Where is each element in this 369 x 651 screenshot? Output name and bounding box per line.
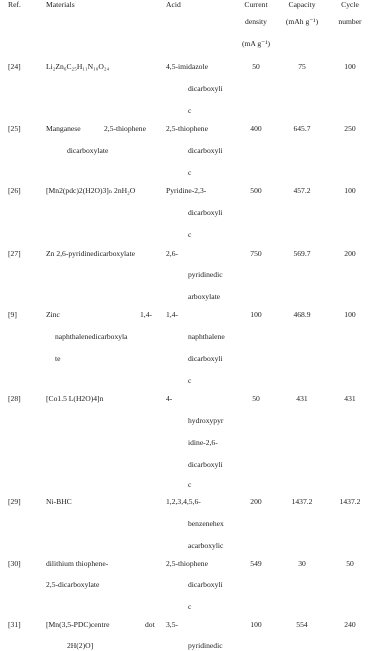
row-ref: [9] <box>8 310 17 319</box>
row-current: 100 <box>250 310 262 319</box>
row-acid: c <box>188 106 192 115</box>
row-cycle: 100 <box>344 310 356 319</box>
row-material: te <box>55 354 61 363</box>
row-ref: [27] <box>8 249 21 258</box>
header-capacity-line2: (mAh g⁻¹) <box>285 17 319 26</box>
row-material: 2H(2)O] <box>67 641 94 650</box>
row-cycle: 250 <box>344 124 356 133</box>
row-acid: benzenehex <box>188 519 224 528</box>
row-cycle: 50 <box>346 559 354 568</box>
row-acid: pyridinedic <box>188 641 223 650</box>
row-material: 2,5-thiophene <box>104 124 146 133</box>
row-ref: [26] <box>8 186 21 195</box>
row-ref: [28] <box>8 394 21 403</box>
row-material: 1,4- <box>140 310 153 319</box>
row-capacity: 75 <box>298 62 306 71</box>
row-acid: dicarboxyli <box>188 208 223 217</box>
row-current: 50 <box>252 62 260 71</box>
row-current: 50 <box>252 394 260 403</box>
header-current-line2: density <box>245 17 267 26</box>
row-material: dilithium thiophene- <box>46 559 109 568</box>
row-material: dicarboxylate <box>67 146 109 155</box>
row-acid: dicarboxyli <box>188 84 223 93</box>
row-acid: 2,6- <box>166 249 179 258</box>
row-acid: 2,5-thiophene <box>166 124 208 133</box>
row-capacity: 431 <box>296 394 308 403</box>
row-cycle: 100 <box>344 62 356 71</box>
row-acid: c <box>188 168 192 177</box>
row-acid: idine-2,6- <box>188 438 218 447</box>
row-capacity: 569.7 <box>293 249 311 258</box>
row-acid: c <box>188 230 192 239</box>
row-capacity: 30 <box>298 559 306 568</box>
row-capacity: 1437.2 <box>291 497 313 506</box>
row-material: naphthalenedicarboxyla <box>55 332 128 341</box>
row-material: [Mn(3,5-PDC)centre <box>46 620 110 629</box>
row-acid: arboxylate <box>188 292 221 301</box>
row-current: 400 <box>250 124 262 133</box>
row-material: dot <box>145 620 155 629</box>
row-material: 2,5-dicarboxylate <box>46 580 100 589</box>
row-current: 750 <box>250 249 262 258</box>
row-material: Li₂Zn₆C₂₅H₁₁N₁₀O₂₄ <box>46 62 110 71</box>
header-materials: Materials <box>46 0 75 9</box>
header-current-line3: (mA g⁻¹) <box>241 39 270 48</box>
row-current: 200 <box>250 497 262 506</box>
row-material: Ni-BHC <box>46 497 72 506</box>
header-current-line1: Current <box>244 0 268 9</box>
row-acid: pyridinedic <box>188 270 223 279</box>
row-ref: [30] <box>8 559 21 568</box>
row-acid: dicarboxyli <box>188 580 223 589</box>
row-acid: c <box>188 602 192 611</box>
row-cycle: 100 <box>344 186 356 195</box>
row-material: Zn 2,6-pyridinedicarboxylate <box>46 249 135 258</box>
row-acid: hydroxypyr <box>188 416 224 425</box>
header-cycle-line2: number <box>338 17 362 26</box>
row-acid: 4,5-imidazole <box>166 62 208 71</box>
row-current: 500 <box>250 186 262 195</box>
row-acid: acarboxylic <box>188 541 224 550</box>
header-ref: Ref. <box>8 0 21 9</box>
row-current: 100 <box>250 620 262 629</box>
header-cycle-line1: Cycle <box>341 0 359 9</box>
row-cycle: 431 <box>344 394 356 403</box>
row-cycle: 1437.2 <box>339 497 361 506</box>
row-acid: 2,5-thiophene <box>166 559 208 568</box>
row-acid: c <box>188 480 192 489</box>
row-ref: [25] <box>8 124 21 133</box>
row-ref: [24] <box>8 62 21 71</box>
row-current: 549 <box>250 559 262 568</box>
row-acid: naphthalene <box>188 332 225 341</box>
row-acid: Pyridine-2,3- <box>166 186 207 195</box>
row-capacity: 645.7 <box>293 124 311 133</box>
row-acid: 1,4- <box>166 310 179 319</box>
header-capacity-line1: Capacity <box>288 0 316 9</box>
row-acid: 4- <box>166 394 173 403</box>
row-acid: 3,5- <box>166 620 179 629</box>
row-acid: dicarboxyli <box>188 354 223 363</box>
row-acid: c <box>188 376 192 385</box>
row-acid: dicarboxyli <box>188 146 223 155</box>
row-cycle: 240 <box>344 620 356 629</box>
row-acid: dicarboxyli <box>188 460 223 469</box>
row-ref: [31] <box>8 620 21 629</box>
row-capacity: 468.9 <box>293 310 311 319</box>
row-cycle: 200 <box>344 249 356 258</box>
row-material: Manganese <box>46 124 81 133</box>
row-material: Zinc <box>46 310 60 319</box>
row-capacity: 457.2 <box>293 186 311 195</box>
header-acid: Acid <box>166 0 181 9</box>
row-ref: [29] <box>8 497 21 506</box>
row-capacity: 554 <box>296 620 308 629</box>
row-acid: 1,2,3,4,5,6- <box>166 497 201 506</box>
row-material: [Co1.5 L(H2O)4]n <box>46 394 104 403</box>
row-material: [Mn2(pdc)2(H2O)3]ₙ 2nH₂O <box>46 186 136 195</box>
